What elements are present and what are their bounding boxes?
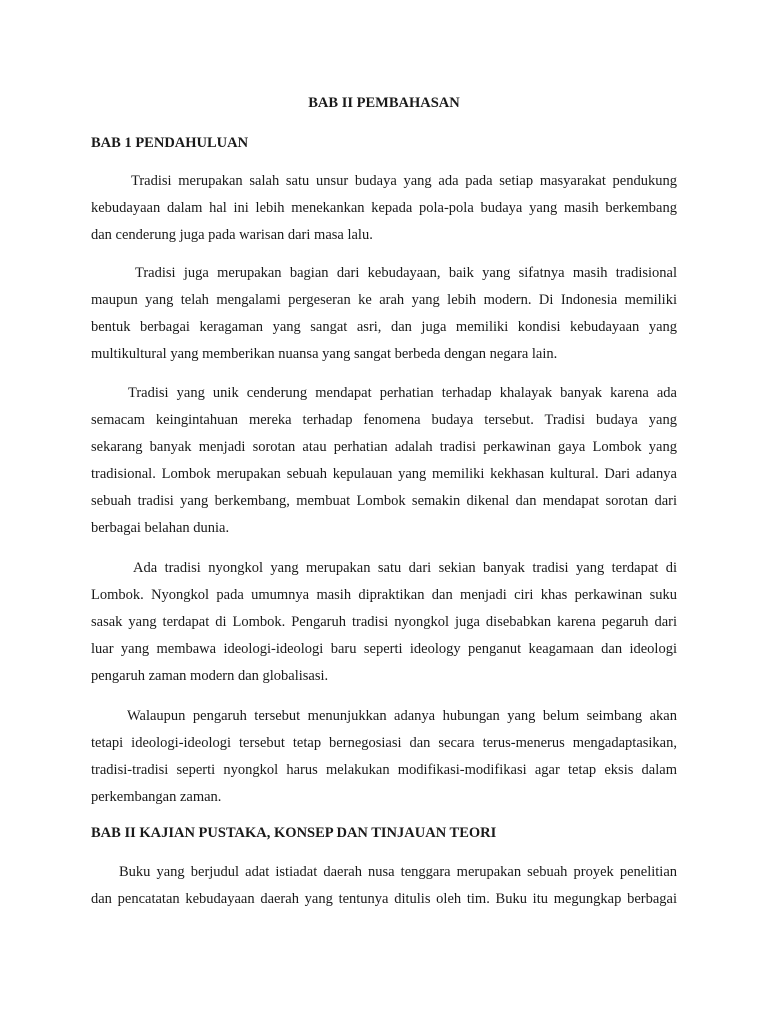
paragraph-line: sebuah tradisi yang berkembang, membuat Lombok semakin dikenal dan mendapat sorotan dari <box>91 493 677 509</box>
paragraph-line: dan cenderung juga pada warisan dari masa lalu. <box>91 227 373 243</box>
paragraph-line: Tradisi juga merupakan bagian dari kebudayaan, baik yang sifatnya masih tradisional <box>135 265 677 281</box>
paragraph-line: Tradisi yang unik cenderung mendapat perhatian terhadap khalayak banyak karena ada <box>128 385 677 401</box>
paragraph-line: tradisional. Lombok merupakan sebuah kepulauan yang memiliki kekhasan kultural. Dari adanya <box>91 466 677 482</box>
paragraph-line: kebudayaan dalam hal ini lebih menekankan kepada pola-pola budaya yang masih berkembang <box>91 200 677 216</box>
paragraph-5 <box>91 703 677 811</box>
paragraph-line: luar yang membawa ideologi-ideologi baru seperti ideology penganut keagamaan dan ideologi <box>91 641 677 657</box>
paragraph-line: maupun yang telah mengalami pergeseran ke arah yang lebih modern. Di Indonesia memiliki <box>91 292 677 308</box>
paragraph-6 <box>91 859 677 913</box>
paragraph-3 <box>91 380 677 542</box>
paragraph-line: Ada tradisi nyongkol yang merupakan satu dari sekian banyak tradisi yang terdapat di <box>133 560 677 576</box>
paragraph-line: sasak yang terdapat di Lombok. Pengaruh tradisi nyongkol juga disebabkan karena pegaruh dari <box>91 614 677 630</box>
paragraph-line: multikultural yang memberikan nuansa yang sangat berbeda dengan negara lain. <box>91 346 558 362</box>
paragraph-line: berbagai belahan dunia. <box>91 520 230 536</box>
paragraph-line: pengaruh zaman modern dan globalisasi. <box>91 668 329 684</box>
paragraph-line: Walaupun pengaruh tersebut menunjukkan adanya hubungan yang belum seimbang akan <box>127 708 677 724</box>
paragraph-line: tetapi ideologi-ideologi tersebut tetap bernegosiasi dan secara terus-menerus mengadaptasikan, <box>91 735 677 751</box>
paragraph-line: Lombok. Nyongkol pada umumnya masih dipraktikan dan menjadi ciri khas perkawinan suku <box>91 587 677 603</box>
paragraph-line: semacam keingintahuan mereka terhadap fenomena budaya tersebut. Tradisi budaya yang <box>91 412 677 428</box>
paragraph-line: perkembangan zaman. <box>91 789 222 805</box>
page-title: BAB II PEMBAHASAN <box>308 95 460 111</box>
paragraph-1 <box>91 168 677 249</box>
paragraph-line: Buku yang berjudul adat istiadat daerah nusa tenggara merupakan sebuah proyek penelitian <box>119 864 677 880</box>
chapter-heading-kajian-pustaka: BAB II KAJIAN PUSTAKA, KONSEP DAN TINJAUAN TEORI <box>91 825 497 841</box>
paragraph-line: Tradisi merupakan salah satu unsur budaya yang ada pada setiap masyarakat pendukung <box>131 173 677 189</box>
chapter-heading-pendahuluan: BAB 1 PENDAHULUAN <box>91 135 249 151</box>
paragraph-2 <box>91 260 677 368</box>
paragraph-line: bentuk berbagai keragaman yang sangat asri, dan juga memiliki kondisi kebudayaan yang <box>91 319 677 335</box>
paragraph-line: dan pencatatan kebudayaan daerah yang tentunya ditulis oleh tim. Buku itu megungkap berbagai <box>91 891 677 907</box>
paragraph-line: tradisi-tradisi seperti nyongkol harus melakukan modifikasi-modifikasi agar tetap eksis dalam <box>91 762 677 778</box>
paragraph-4 <box>91 555 677 690</box>
paragraph-line: sekarang banyak menjadi sorotan atau perhatian adalah tradisi perkawinan gaya Lombok yang <box>91 439 677 455</box>
